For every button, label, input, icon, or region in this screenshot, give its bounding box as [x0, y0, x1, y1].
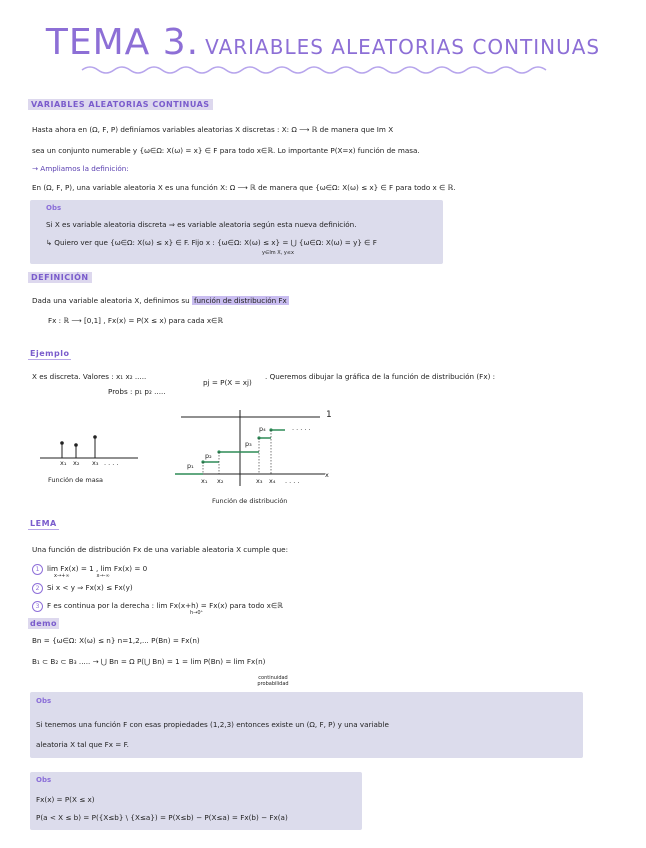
demo-note: continuidad probabilidad: [257, 675, 289, 687]
step-points: [201, 428, 272, 463]
mass-caption: Función de masa: [48, 476, 104, 484]
obs-line: Si tenemos una función F con esas propiedades (1,2,3) entonces existe un (Ω, F, P) y una variable: [36, 720, 389, 729]
dist-x-label: x₁: [201, 477, 208, 485]
p-label: p₃: [245, 440, 252, 448]
dots-label: . . . . .: [292, 424, 311, 432]
lema-intro: Una función de distribución Fx de una variable aleatoria X cumple que:: [32, 545, 289, 554]
title-number: TEMA 3.: [45, 22, 200, 63]
obs-line: aleatoria X tal que Fx = F.: [36, 740, 129, 749]
obs-label: Obs: [36, 776, 52, 784]
definition-text: Dada una variable aleatoria X, definimos su: [32, 296, 190, 305]
obs-line: P(a < X ≤ b) = P({X≤b} \ {X≤a}) = P(X≤b) − P(X≤a) = Fx(b) − Fx(a): [36, 813, 288, 822]
lema-item: [32, 601, 283, 612]
definition-formula: Fx : ℝ ⟶ [0,1] , Fx(x) = P(X ≤ x) para cada x∈ℝ: [48, 316, 224, 325]
paragraph-line: sea un conjunto numerable y {ω∈Ω: X(ω) = x} ∈ F para todo x∈ℝ. Lo importante P(X=x) función de masa.: [32, 146, 420, 155]
one-label: 1: [326, 410, 332, 420]
dist-x-label: x₄: [269, 477, 276, 485]
obs-box: [30, 200, 443, 264]
example-line: . Queremos dibujar la gráfica de la función de distribución (Fx) :: [265, 372, 496, 381]
x-axis-label: x: [325, 471, 329, 479]
item-number: 3: [32, 601, 43, 612]
mass-label: x₃: [92, 459, 99, 467]
dist-x-label: . . . .: [285, 477, 300, 485]
union-subscript: y∈Im X, y≤x: [262, 250, 294, 256]
distribution-function-plot: [175, 408, 335, 488]
mass-point: [75, 444, 78, 447]
example-formula: pj = P(X = xj): [203, 378, 252, 387]
title-underline-wave: [80, 64, 560, 76]
mass-point: [94, 436, 97, 439]
distribution-caption: Función de distribución: [212, 497, 288, 505]
dist-x-label: x₃: [256, 477, 263, 485]
section-heading: demo: [30, 619, 57, 628]
obs-line: Fx(x) = P(X ≤ x): [36, 795, 95, 804]
section-heading: LEMA: [30, 519, 57, 528]
definition-highlight: función de distribución Fx: [193, 296, 287, 305]
obs-label: Obs: [36, 697, 52, 705]
item-number: 1: [32, 564, 43, 575]
mass-point: [61, 442, 64, 445]
p-label: p₂: [205, 452, 212, 460]
p-label: p₁: [187, 462, 194, 470]
item-subscript: h→0⁺: [190, 610, 204, 616]
mass-label: . . . .: [104, 459, 119, 467]
dist-x-label: x₂: [217, 477, 224, 485]
mass-label: x₂: [73, 459, 80, 467]
section-heading: DEFINICIÓN: [28, 272, 92, 283]
example-line: Probs : p₁ p₂ .....: [108, 387, 166, 396]
example-line: X es discreta. Valores : x₁ x₂ .....: [32, 372, 147, 381]
obs-line: Si X es variable aleatoria discreta ⇒ es variable aleatoria según esta nueva definición.: [46, 220, 357, 229]
item-text: lim Fx(x) = 1 , lim Fx(x) = 0: [47, 564, 148, 573]
page-title: [0, 22, 646, 63]
paragraph-line: Hasta ahora en (Ω, F, P) definíamos variables aleatorias X discretas : X: Ω ⟶ ℝ de manera que Im X: [32, 125, 394, 134]
arrow-note: → Ampliamos la definición:: [32, 164, 129, 173]
demo-line: B₁ ⊂ B₂ ⊂ B₃ ..... → ⋃ Bn = Ω P(⋃ Bn) = 1 = lim P(Bn) = lim Fx(n): [32, 657, 266, 666]
item-subscript: x→+∞ x→-∞: [54, 573, 110, 579]
paragraph-line: En (Ω, F, P), una variable aleatoria X es una función X: Ω ⟶ ℝ de manera que {ω∈Ω: X(ω) ≤ x} ∈ F para todo x ∈ ℝ.: [32, 183, 456, 192]
item-text: Si x < y ⇒ Fx(x) ≤ Fx(y): [47, 583, 133, 592]
title-text: VARIABLES ALEATORIAS CONTINUAS: [205, 35, 601, 59]
mass-label: x₁: [60, 459, 67, 467]
mass-function-plot: [38, 425, 148, 475]
obs-label: Obs: [46, 204, 62, 212]
demo-line: Bn = {ω∈Ω: X(ω) ≤ n} n=1,2,... P(Bn) = Fx(n): [32, 636, 200, 645]
section-heading: VARIABLES ALEATORIAS CONTINUAS: [28, 99, 213, 110]
section-heading: Ejemplo: [30, 349, 70, 358]
p-label: p₄: [259, 425, 266, 433]
item-number: 2: [32, 583, 43, 594]
definition-line: [32, 296, 289, 306]
item-text: F es continua por la derecha : lim Fx(x+h) = Fx(x) para todo x∈ℝ: [47, 601, 283, 610]
lema-item: [32, 583, 133, 594]
obs-line: ↳ Quiero ver que {ω∈Ω: X(ω) ≤ x} ∈ F. Fijo x : {ω∈Ω: X(ω) ≤ x} = ⋃ {ω∈Ω: X(ω) = y} ∈ F: [46, 238, 377, 247]
